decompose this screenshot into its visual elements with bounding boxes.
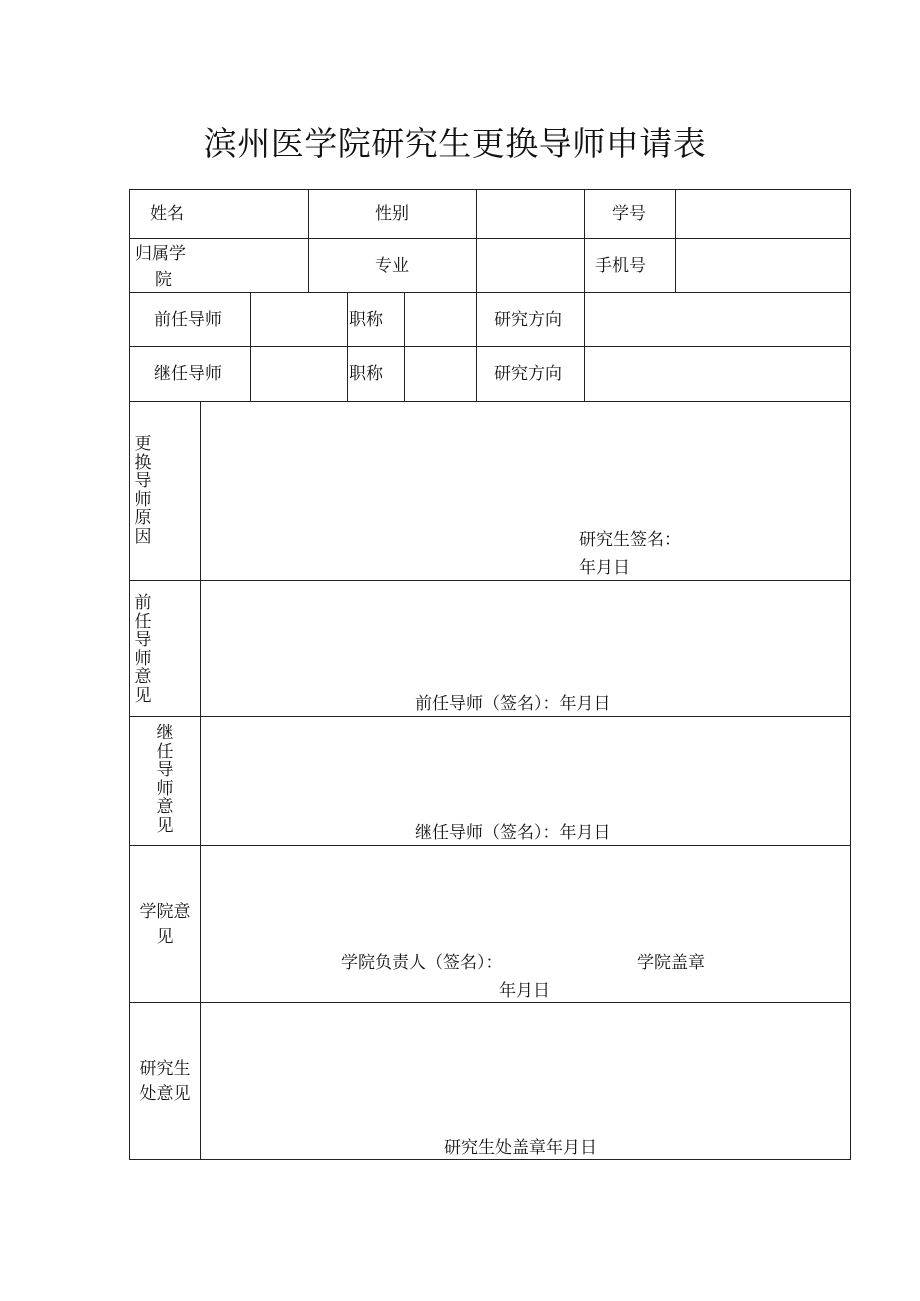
prev-supervisor-signature: 前任导师（签名）：年月日	[415, 694, 611, 714]
row-divider	[129, 580, 851, 581]
prev-supervisor-value-field[interactable]	[254, 297, 343, 342]
gender-value-field[interactable]	[480, 195, 580, 233]
student-id-label: 学号	[612, 204, 646, 224]
label-char: 意	[156, 797, 174, 817]
label-char: 换	[134, 452, 152, 473]
next-research-direction-field[interactable]	[589, 351, 845, 396]
college-label-line2: 院	[155, 270, 172, 290]
label-char: 导	[134, 471, 152, 491]
next-supervisor-opinion-field[interactable]	[205, 721, 845, 816]
table-border-bottom	[129, 1159, 851, 1160]
change-reason-field[interactable]	[205, 406, 845, 526]
label-line: 见	[156, 927, 174, 947]
label-char: 任	[134, 611, 152, 632]
row-divider	[129, 845, 851, 846]
column-divider	[584, 189, 585, 401]
graduate-office-opinion-field[interactable]	[205, 1007, 845, 1127]
table-border-right	[850, 189, 851, 1160]
college-date: 年月日	[499, 981, 550, 1001]
row-divider	[129, 292, 851, 293]
column-divider	[675, 189, 676, 292]
next-supervisor-label: 继任导师	[154, 364, 222, 384]
next-supervisor-title-label: 职称	[349, 364, 383, 384]
student-id-value-field[interactable]	[679, 195, 845, 233]
college-label-line1: 归属学	[135, 244, 186, 264]
prev-research-direction-label: 研究方向	[494, 310, 562, 330]
gender-label: 性别	[375, 204, 409, 224]
graduate-office-seal-date: 研究生处盖章年月日	[444, 1138, 597, 1158]
row-divider	[129, 401, 851, 402]
next-supervisor-signature: 继任导师（签名）：年月日	[415, 823, 611, 843]
table-border-left	[129, 189, 130, 1160]
label-line: 处意见	[139, 1084, 191, 1104]
label-char: 原	[134, 508, 152, 528]
label-line: 学院意	[139, 902, 191, 922]
label-char: 意	[134, 667, 152, 687]
change-reason-label	[133, 435, 153, 546]
phone-label: 手机号	[595, 256, 646, 276]
next-supervisor-title-field[interactable]	[408, 351, 472, 396]
next-supervisor-opinion-label	[155, 724, 175, 835]
next-research-direction-label: 研究方向	[494, 364, 562, 384]
label-line: 研究生	[139, 1059, 191, 1079]
label-column-divider	[200, 401, 201, 1160]
graduate-office-opinion-label	[131, 1057, 199, 1107]
label-char: 见	[156, 815, 174, 836]
column-divider	[404, 292, 405, 401]
next-supervisor-value-field[interactable]	[254, 351, 343, 396]
college-seal: 学院盖章	[637, 953, 705, 973]
row-divider	[129, 1002, 851, 1003]
prev-supervisor-opinion-field[interactable]	[205, 585, 845, 685]
label-char: 导	[156, 760, 174, 780]
college-value-field[interactable]	[214, 244, 304, 288]
prev-supervisor-title-label: 职称	[349, 310, 383, 330]
table-border-top	[129, 189, 851, 190]
student-signature-label: 研究生签名：	[579, 530, 681, 550]
label-char: 前	[134, 593, 152, 613]
label-char: 师	[156, 778, 174, 799]
prev-research-direction-field[interactable]	[589, 297, 845, 342]
label-char: 更	[134, 434, 152, 454]
name-value-field[interactable]	[214, 195, 304, 233]
label-char: 师	[134, 648, 152, 669]
major-label: 专业	[375, 256, 409, 276]
college-opinion-label	[131, 900, 199, 950]
column-divider	[347, 292, 348, 401]
major-value-field[interactable]	[480, 244, 580, 288]
label-char: 见	[134, 685, 152, 706]
college-head-signature: 学院负责人（签名）：	[341, 953, 503, 973]
name-label: 姓名	[150, 204, 184, 224]
college-opinion-field[interactable]	[205, 850, 845, 945]
column-divider	[250, 292, 251, 401]
row-divider	[129, 346, 851, 347]
student-signature-date: 年月日	[579, 558, 630, 578]
row-divider	[129, 238, 851, 239]
page-title: 滨州医学院研究生更换导师申请表	[203, 124, 707, 163]
phone-value-field[interactable]	[679, 244, 845, 288]
row-divider	[129, 716, 851, 717]
label-char: 师	[134, 489, 152, 510]
prev-supervisor-label: 前任导师	[154, 310, 222, 330]
label-char: 导	[134, 630, 152, 650]
prev-supervisor-opinion-label	[133, 594, 153, 705]
prev-supervisor-title-field[interactable]	[408, 297, 472, 342]
column-divider	[308, 189, 309, 292]
column-divider	[476, 189, 477, 401]
label-char: 因	[134, 526, 152, 547]
label-char: 任	[156, 741, 174, 762]
label-char: 继	[156, 723, 174, 743]
